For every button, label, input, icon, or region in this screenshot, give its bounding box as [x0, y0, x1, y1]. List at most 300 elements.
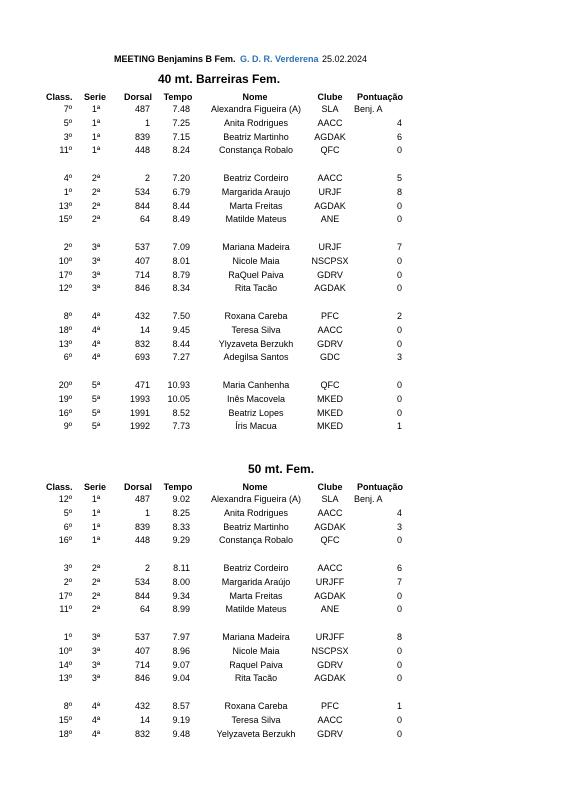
dorsal-cell: 534 [134, 186, 150, 197]
tempo-cell: 9.07 [172, 659, 190, 670]
name-cell: Rita Tacão [234, 673, 278, 684]
points-cell: 4 [396, 507, 402, 518]
tempo-cell: 8.49 [172, 214, 190, 225]
class-header: Class. [46, 482, 73, 492]
tempo-cell: 7.15 [172, 131, 190, 142]
table-row [0, 338, 566, 350]
class-cell: 19º [58, 393, 72, 404]
tempo-cell: 7.20 [172, 173, 190, 183]
dorsal-header: Dorsal [123, 482, 152, 492]
table-row [0, 407, 566, 419]
tempo-cell: 9.02 [172, 494, 190, 504]
serie-cell: 1ª [91, 145, 101, 156]
tempo-cell: 8.44 [172, 200, 190, 211]
class-cell: 5º [63, 117, 72, 128]
table-row [0, 186, 566, 198]
name-cell: Nicole Maia [232, 645, 280, 656]
class-cell: 10º [58, 255, 72, 266]
class-cell: 12º [58, 494, 72, 504]
pontuacao-header: Pontuação [356, 482, 403, 492]
table-row [0, 255, 566, 267]
points-cell: 1 [396, 701, 402, 711]
points-cell: 0 [396, 535, 402, 546]
dorsal-cell: 471 [134, 380, 150, 390]
name-cell: Anita Rodrigues [223, 117, 289, 128]
points-cell: 0 [396, 407, 402, 418]
table-row [0, 590, 566, 602]
serie-cell: 5ª [91, 421, 101, 432]
serie-cell: 5ª [91, 393, 101, 404]
table-row [0, 310, 566, 322]
dorsal-cell: 64 [139, 214, 150, 225]
club-cell: QFC [320, 535, 340, 546]
points-cell: 7 [396, 576, 402, 587]
serie-cell: 2ª [91, 576, 101, 587]
club-cell: PFC [321, 701, 339, 711]
dorsal-cell: 832 [134, 338, 150, 349]
club-cell: AGDAK [314, 131, 346, 142]
class-cell: 18º [58, 324, 72, 335]
tempo-cell: 9.45 [172, 324, 190, 335]
points-cell: 0 [396, 728, 402, 739]
class-cell: 11º [59, 145, 72, 156]
nome-header: Nome [242, 482, 268, 492]
points-cell: 0 [396, 714, 402, 725]
points-cell: 0 [396, 393, 402, 404]
name-cell: Maria Canhenha [222, 380, 290, 390]
dorsal-cell: 1 [144, 117, 150, 128]
name-cell: Constança Robalo [218, 535, 294, 546]
class-cell: 1º [63, 186, 72, 197]
dorsal-cell: 407 [134, 255, 150, 266]
serie-cell: 4ª [91, 311, 101, 321]
tempo-cell: 10.93 [167, 380, 190, 390]
class-cell: 9º [63, 421, 72, 432]
dorsal-cell: 448 [134, 145, 150, 156]
dorsal-cell: 832 [134, 728, 150, 739]
class-cell: 8º [63, 701, 72, 711]
section-title: 50 mt. Fem. [248, 462, 315, 476]
name-cell: Beatriz Lopes [228, 407, 284, 418]
dorsal-cell: 846 [134, 673, 150, 684]
points-cell: 7 [396, 242, 402, 252]
section-title: 40 mt. Barreiras Fem. [158, 72, 281, 86]
serie-cell: 4ª [91, 352, 101, 363]
class-cell: 2º [63, 242, 72, 252]
serie-header: Serie [83, 92, 107, 102]
class-cell: 13º [58, 200, 72, 211]
serie-cell: 1ª [91, 535, 101, 546]
tempo-cell: 7.48 [172, 104, 190, 114]
tempo-header: Tempo [163, 482, 193, 492]
name-cell: Marta Freitas [229, 200, 283, 211]
dorsal-cell: 1 [144, 507, 150, 518]
name-cell: Yelyzaveta Berzukh [216, 728, 296, 739]
class-cell: 14º [58, 659, 72, 670]
points-cell: 0 [396, 604, 402, 615]
name-cell: Teresa Silva [231, 714, 281, 725]
dorsal-cell: 846 [134, 283, 150, 294]
club-cell: URJFF [315, 632, 345, 642]
table-row [0, 172, 566, 184]
club-cell: AACC [317, 507, 343, 518]
points-cell: 0 [396, 673, 402, 684]
dorsal-cell: 839 [134, 521, 150, 532]
serie-cell: 4ª [91, 714, 101, 725]
dorsal-cell: 714 [134, 269, 150, 280]
club-cell: ANE [320, 214, 340, 225]
serie-cell: 2ª [91, 200, 101, 211]
tempo-cell: 8.11 [173, 563, 190, 573]
name-cell: Constança Robalo [218, 145, 294, 156]
club-cell: AGDAK [314, 521, 346, 532]
class-cell: 4º [63, 173, 72, 183]
club-cell: QFC [320, 145, 340, 156]
points-cell: 8 [396, 186, 402, 197]
table-row [0, 603, 566, 615]
tempo-cell: 9.48 [172, 728, 190, 739]
dorsal-cell: 2 [144, 563, 150, 573]
table-row [0, 117, 566, 129]
class-cell: 8º [63, 311, 72, 321]
points-cell: 3 [396, 521, 402, 532]
serie-cell: 4ª [91, 728, 101, 739]
club-cell: MKED [316, 421, 343, 432]
serie-cell: 3ª [91, 255, 101, 266]
name-cell: Alexandra Figueira (A) [210, 104, 302, 114]
table-row [0, 521, 566, 533]
tempo-cell: 8.52 [172, 407, 190, 418]
table-row [0, 131, 566, 143]
tempo-cell: 8.44 [172, 338, 190, 349]
tempo-cell: 9.29 [172, 535, 190, 546]
class-cell: 12º [58, 283, 72, 294]
serie-header: Serie [83, 482, 107, 492]
meeting-date: 25.02.2024 [322, 54, 368, 64]
dorsal-header: Dorsal [123, 92, 152, 102]
table-row [0, 728, 566, 740]
club-cell: URJFF [315, 576, 345, 587]
serie-cell: 3ª [91, 242, 101, 252]
points-cell: 0 [396, 338, 402, 349]
club-cell: AACC [317, 324, 343, 335]
points-cell: 6 [396, 131, 402, 142]
tempo-cell: 8.96 [172, 645, 190, 656]
class-cell: 17º [58, 269, 72, 280]
table-row [0, 103, 566, 115]
name-cell: Roxana Careba [224, 701, 288, 711]
club-cell: ANE [320, 604, 340, 615]
name-cell: Margarida Araújo [221, 576, 291, 587]
name-cell: Ylyzaveta Berzukh [218, 338, 294, 349]
class-cell: 7º [63, 104, 72, 114]
points-cell: 0 [396, 283, 402, 294]
dorsal-cell: 1992 [129, 421, 150, 432]
class-cell: 20º [58, 380, 72, 390]
tempo-cell: 8.99 [172, 604, 190, 615]
name-cell: Alexandra Figueira (A) [210, 494, 302, 504]
club-cell: GDRV [317, 269, 343, 280]
tempo-cell: 8.57 [172, 701, 190, 711]
club-cell: AGDAK [314, 283, 346, 294]
dorsal-cell: 407 [134, 645, 150, 656]
table-row [0, 534, 566, 546]
serie-cell: 3ª [91, 283, 101, 294]
table-row [0, 493, 566, 505]
dorsal-cell: 844 [134, 200, 150, 211]
dorsal-cell: 432 [134, 701, 150, 711]
name-cell: Matilde Mateus [225, 604, 287, 615]
club-cell: AGDAK [314, 590, 346, 601]
serie-cell: 1ª [91, 507, 101, 518]
points-cell: Benj. A [354, 494, 383, 504]
tempo-cell: 8.33 [172, 521, 190, 532]
club-cell: NSCPSX [311, 255, 349, 266]
name-cell: Inês Macovela [226, 393, 286, 404]
club-cell: NSCPSX [311, 645, 349, 656]
dorsal-cell: 714 [134, 659, 150, 670]
club-cell: URJF [318, 242, 342, 252]
serie-cell: 2ª [91, 590, 101, 601]
serie-cell: 5ª [91, 407, 101, 418]
name-cell: Beatriz Cordeiro [223, 173, 289, 183]
dorsal-cell: 14 [139, 714, 150, 725]
class-cell: 17º [58, 590, 72, 601]
table-row [0, 507, 566, 519]
club-cell: GDRV [317, 728, 343, 739]
points-cell: Benj. A [354, 104, 383, 114]
club-cell: AGDAK [314, 200, 346, 211]
class-cell: 13º [58, 338, 72, 349]
serie-cell: 1ª [91, 521, 101, 532]
class-cell: 11º [59, 604, 72, 615]
points-cell: 1 [396, 421, 402, 432]
table-row [0, 200, 566, 212]
points-cell: 0 [396, 590, 402, 601]
class-cell: 18º [58, 728, 72, 739]
clube-header: Clube [317, 92, 343, 102]
dorsal-cell: 14 [139, 324, 150, 335]
dorsal-cell: 844 [134, 590, 150, 601]
tempo-cell: 8.01 [172, 255, 190, 266]
serie-cell: 4ª [91, 338, 101, 349]
tempo-header: Tempo [163, 92, 193, 102]
points-cell: 8 [396, 632, 402, 642]
table-row [0, 714, 566, 726]
name-cell: Anita Rodrigues [223, 507, 289, 518]
club-cell: MKED [316, 407, 343, 418]
dorsal-cell: 839 [134, 131, 150, 142]
class-cell: 2º [63, 576, 72, 587]
name-cell: Rita Tacão [234, 283, 278, 294]
club-cell: QFC [320, 380, 340, 390]
tempo-cell: 7.73 [172, 421, 190, 432]
name-cell: Mariana Madeira [222, 632, 290, 642]
club-cell: MKED [316, 393, 343, 404]
class-cell: 13º [58, 673, 72, 684]
club-cell: GDRV [317, 659, 343, 670]
dorsal-cell: 1993 [129, 393, 150, 404]
points-cell: 0 [396, 645, 402, 656]
table-row [0, 144, 566, 156]
serie-cell: 3ª [91, 659, 101, 670]
serie-cell: 2ª [91, 173, 101, 183]
table-row [0, 393, 566, 405]
table-row [0, 576, 566, 588]
clube-header: Clube [317, 482, 343, 492]
serie-cell: 2ª [91, 604, 101, 615]
table-row [0, 700, 566, 712]
serie-cell: 4ª [91, 324, 101, 335]
name-cell: Teresa Silva [231, 324, 281, 335]
class-cell: 15º [58, 714, 72, 725]
club-cell: URJF [318, 186, 342, 197]
class-cell: 6º [63, 521, 72, 532]
name-cell: Mariana Madeira [222, 242, 290, 252]
table-row [0, 351, 566, 363]
club-cell: AACC [317, 714, 343, 725]
class-cell: 1º [63, 632, 72, 642]
club-cell: SLA [321, 494, 339, 504]
serie-cell: 5ª [91, 380, 101, 390]
table-row [0, 269, 566, 281]
points-cell: 0 [396, 324, 402, 335]
class-cell: 10º [58, 645, 72, 656]
name-cell: Nicole Maia [232, 255, 280, 266]
points-cell: 0 [396, 269, 402, 280]
name-cell: RaQuel Paiva [228, 269, 284, 280]
column-header-row [0, 481, 566, 493]
name-cell: Marta Freitas [229, 590, 283, 601]
club-cell: AACC [317, 117, 343, 128]
table-row [0, 631, 566, 643]
tempo-cell: 8.00 [172, 576, 190, 587]
table-row [0, 324, 566, 336]
dorsal-cell: 64 [139, 604, 150, 615]
points-cell: 0 [396, 200, 402, 211]
table-row [0, 645, 566, 657]
tempo-cell: 7.50 [172, 311, 190, 321]
points-cell: 0 [396, 145, 402, 156]
table-row [0, 379, 566, 391]
serie-cell: 1ª [91, 494, 101, 504]
tempo-cell: 7.09 [172, 242, 190, 252]
serie-cell: 2ª [91, 186, 101, 197]
class-cell: 16º [58, 535, 72, 546]
table-row [0, 282, 566, 294]
host-club: G. D. R. Verderena [240, 54, 319, 64]
name-cell: Matilde Mateus [225, 214, 287, 225]
dorsal-cell: 693 [134, 352, 150, 363]
dorsal-cell: 487 [134, 104, 150, 114]
tempo-cell: 7.25 [172, 117, 190, 128]
serie-cell: 3ª [91, 645, 101, 656]
class-cell: 15º [58, 214, 72, 225]
name-cell: Íris Macua [235, 421, 277, 432]
club-cell: AACC [317, 173, 343, 183]
tempo-cell: 7.27 [172, 352, 190, 363]
dorsal-cell: 2 [144, 173, 150, 183]
table-row [0, 420, 566, 432]
tempo-cell: 8.34 [172, 283, 190, 294]
table-row [0, 241, 566, 253]
club-cell: GDC [320, 352, 340, 363]
table-row [0, 562, 566, 574]
column-header-row [0, 91, 566, 103]
serie-cell: 3ª [91, 632, 101, 642]
dorsal-cell: 487 [134, 494, 150, 504]
serie-cell: 1ª [91, 117, 101, 128]
dorsal-cell: 432 [134, 311, 150, 321]
name-cell: Margarida Araujo [221, 186, 291, 197]
class-header: Class. [46, 92, 73, 102]
tempo-cell: 8.79 [172, 269, 190, 280]
points-cell: 0 [396, 659, 402, 670]
name-cell: Beatriz Martinho [223, 131, 289, 142]
table-row [0, 213, 566, 225]
club-cell: AACC [317, 563, 343, 573]
club-cell: SLA [321, 104, 339, 114]
class-cell: 6º [63, 352, 72, 363]
class-cell: 3º [63, 131, 72, 142]
club-cell: AGDAK [314, 673, 346, 684]
tempo-cell: 9.34 [172, 590, 190, 601]
points-cell: 6 [396, 563, 402, 573]
club-cell: GDRV [317, 338, 343, 349]
name-cell: Adegilsa Santos [223, 352, 289, 363]
tempo-cell: 9.04 [172, 673, 190, 684]
serie-cell: 4ª [91, 701, 101, 711]
meeting-title: MEETING Benjamins B Fem. [114, 54, 236, 64]
table-row [0, 672, 566, 684]
tempo-cell: 6.79 [172, 186, 190, 197]
tempo-cell: 7.97 [172, 632, 190, 642]
name-cell: Raquel Paiva [229, 659, 283, 670]
tempo-cell: 8.25 [172, 507, 190, 518]
dorsal-cell: 537 [134, 632, 150, 642]
points-cell: 0 [396, 380, 402, 390]
name-cell: Roxana Careba [224, 311, 288, 321]
class-cell: 16º [58, 407, 72, 418]
class-cell: 3º [63, 563, 72, 573]
serie-cell: 2ª [91, 563, 101, 573]
pontuacao-header: Pontuação [356, 92, 403, 102]
points-cell: 0 [396, 214, 402, 225]
points-cell: 4 [396, 117, 402, 128]
name-cell: Beatriz Cordeiro [223, 563, 289, 573]
name-cell: Beatriz Martinho [223, 521, 289, 532]
dorsal-cell: 534 [134, 576, 150, 587]
dorsal-cell: 537 [134, 242, 150, 252]
class-cell: 5º [63, 507, 72, 518]
tempo-cell: 9.19 [172, 714, 190, 725]
serie-cell: 3ª [91, 269, 101, 280]
serie-cell: 3ª [91, 673, 101, 684]
serie-cell: 2ª [91, 214, 101, 225]
table-row [0, 659, 566, 671]
points-cell: 5 [396, 173, 402, 183]
points-cell: 3 [396, 352, 402, 363]
nome-header: Nome [242, 92, 268, 102]
dorsal-cell: 1991 [129, 407, 150, 418]
serie-cell: 1ª [91, 104, 101, 114]
tempo-cell: 8.24 [172, 145, 190, 156]
points-cell: 2 [396, 311, 402, 321]
points-cell: 0 [396, 255, 402, 266]
dorsal-cell: 448 [134, 535, 150, 546]
club-cell: PFC [321, 311, 339, 321]
tempo-cell: 10.05 [167, 393, 190, 404]
